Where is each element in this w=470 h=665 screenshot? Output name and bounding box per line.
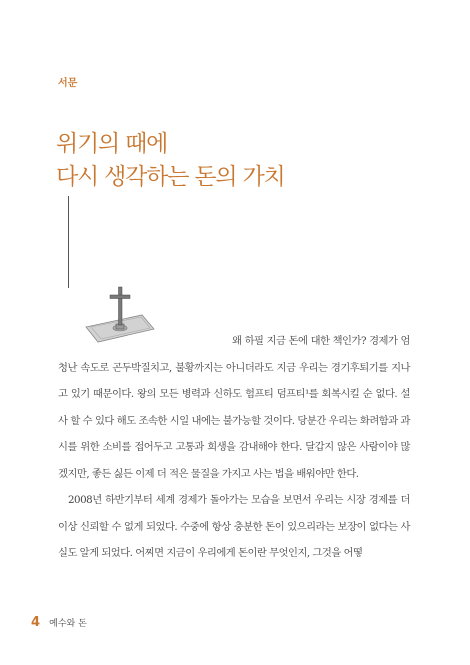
title-line-1: 위기의 때에: [56, 131, 168, 157]
paragraph: 2008년 하반기부터 세계 경제가 돌아가는 모습을 보면서 우리는 시장 경제를 더 이상 신뢰할 수 없게 되었다. 수중에 항상 충분한 돈이 있으리라는 보장이 없다는 사실도 알게 되었다. 어찌면 지금이 우리에게 돈이란 무엇인지, 그것을 어떻: [58, 494, 410, 559]
book-title: 예수와 돈: [49, 619, 87, 629]
paragraph: 왜 하필 지금 돈에 대한 책인가? 경제가 엄청난 속도로 곤두박질치고, 불황까지는 아니더라도 지금 우리는 경기후퇴기를 지나고 있기 때문이다. 왕의 모든 병력과 신하도 험프티 덤프티¹를 회복시킬 순 없다. 설사 할 수 있다 해도 조속한 시일 내에는 불가능할 것이다. 당분간 우리는 화려함과 과시를 위한 소비를 접어두고 고통과 희생을 감내해야 한다. 달갑지 않은 사람이야 많겠지만, 좋든 싫든 이제 더 적은 물질을 가지고 사는 법을 배워야만 한다.: [58, 335, 410, 480]
page-footer: [31, 611, 87, 630]
decorative-vertical-line: [68, 196, 69, 288]
page-number: 4: [31, 615, 41, 630]
body-text: [58, 328, 410, 567]
section-label: 서문: [58, 78, 78, 89]
chapter-title: [56, 128, 285, 194]
title-line-2: 다시 생각하는 돈의 가치: [56, 164, 285, 190]
